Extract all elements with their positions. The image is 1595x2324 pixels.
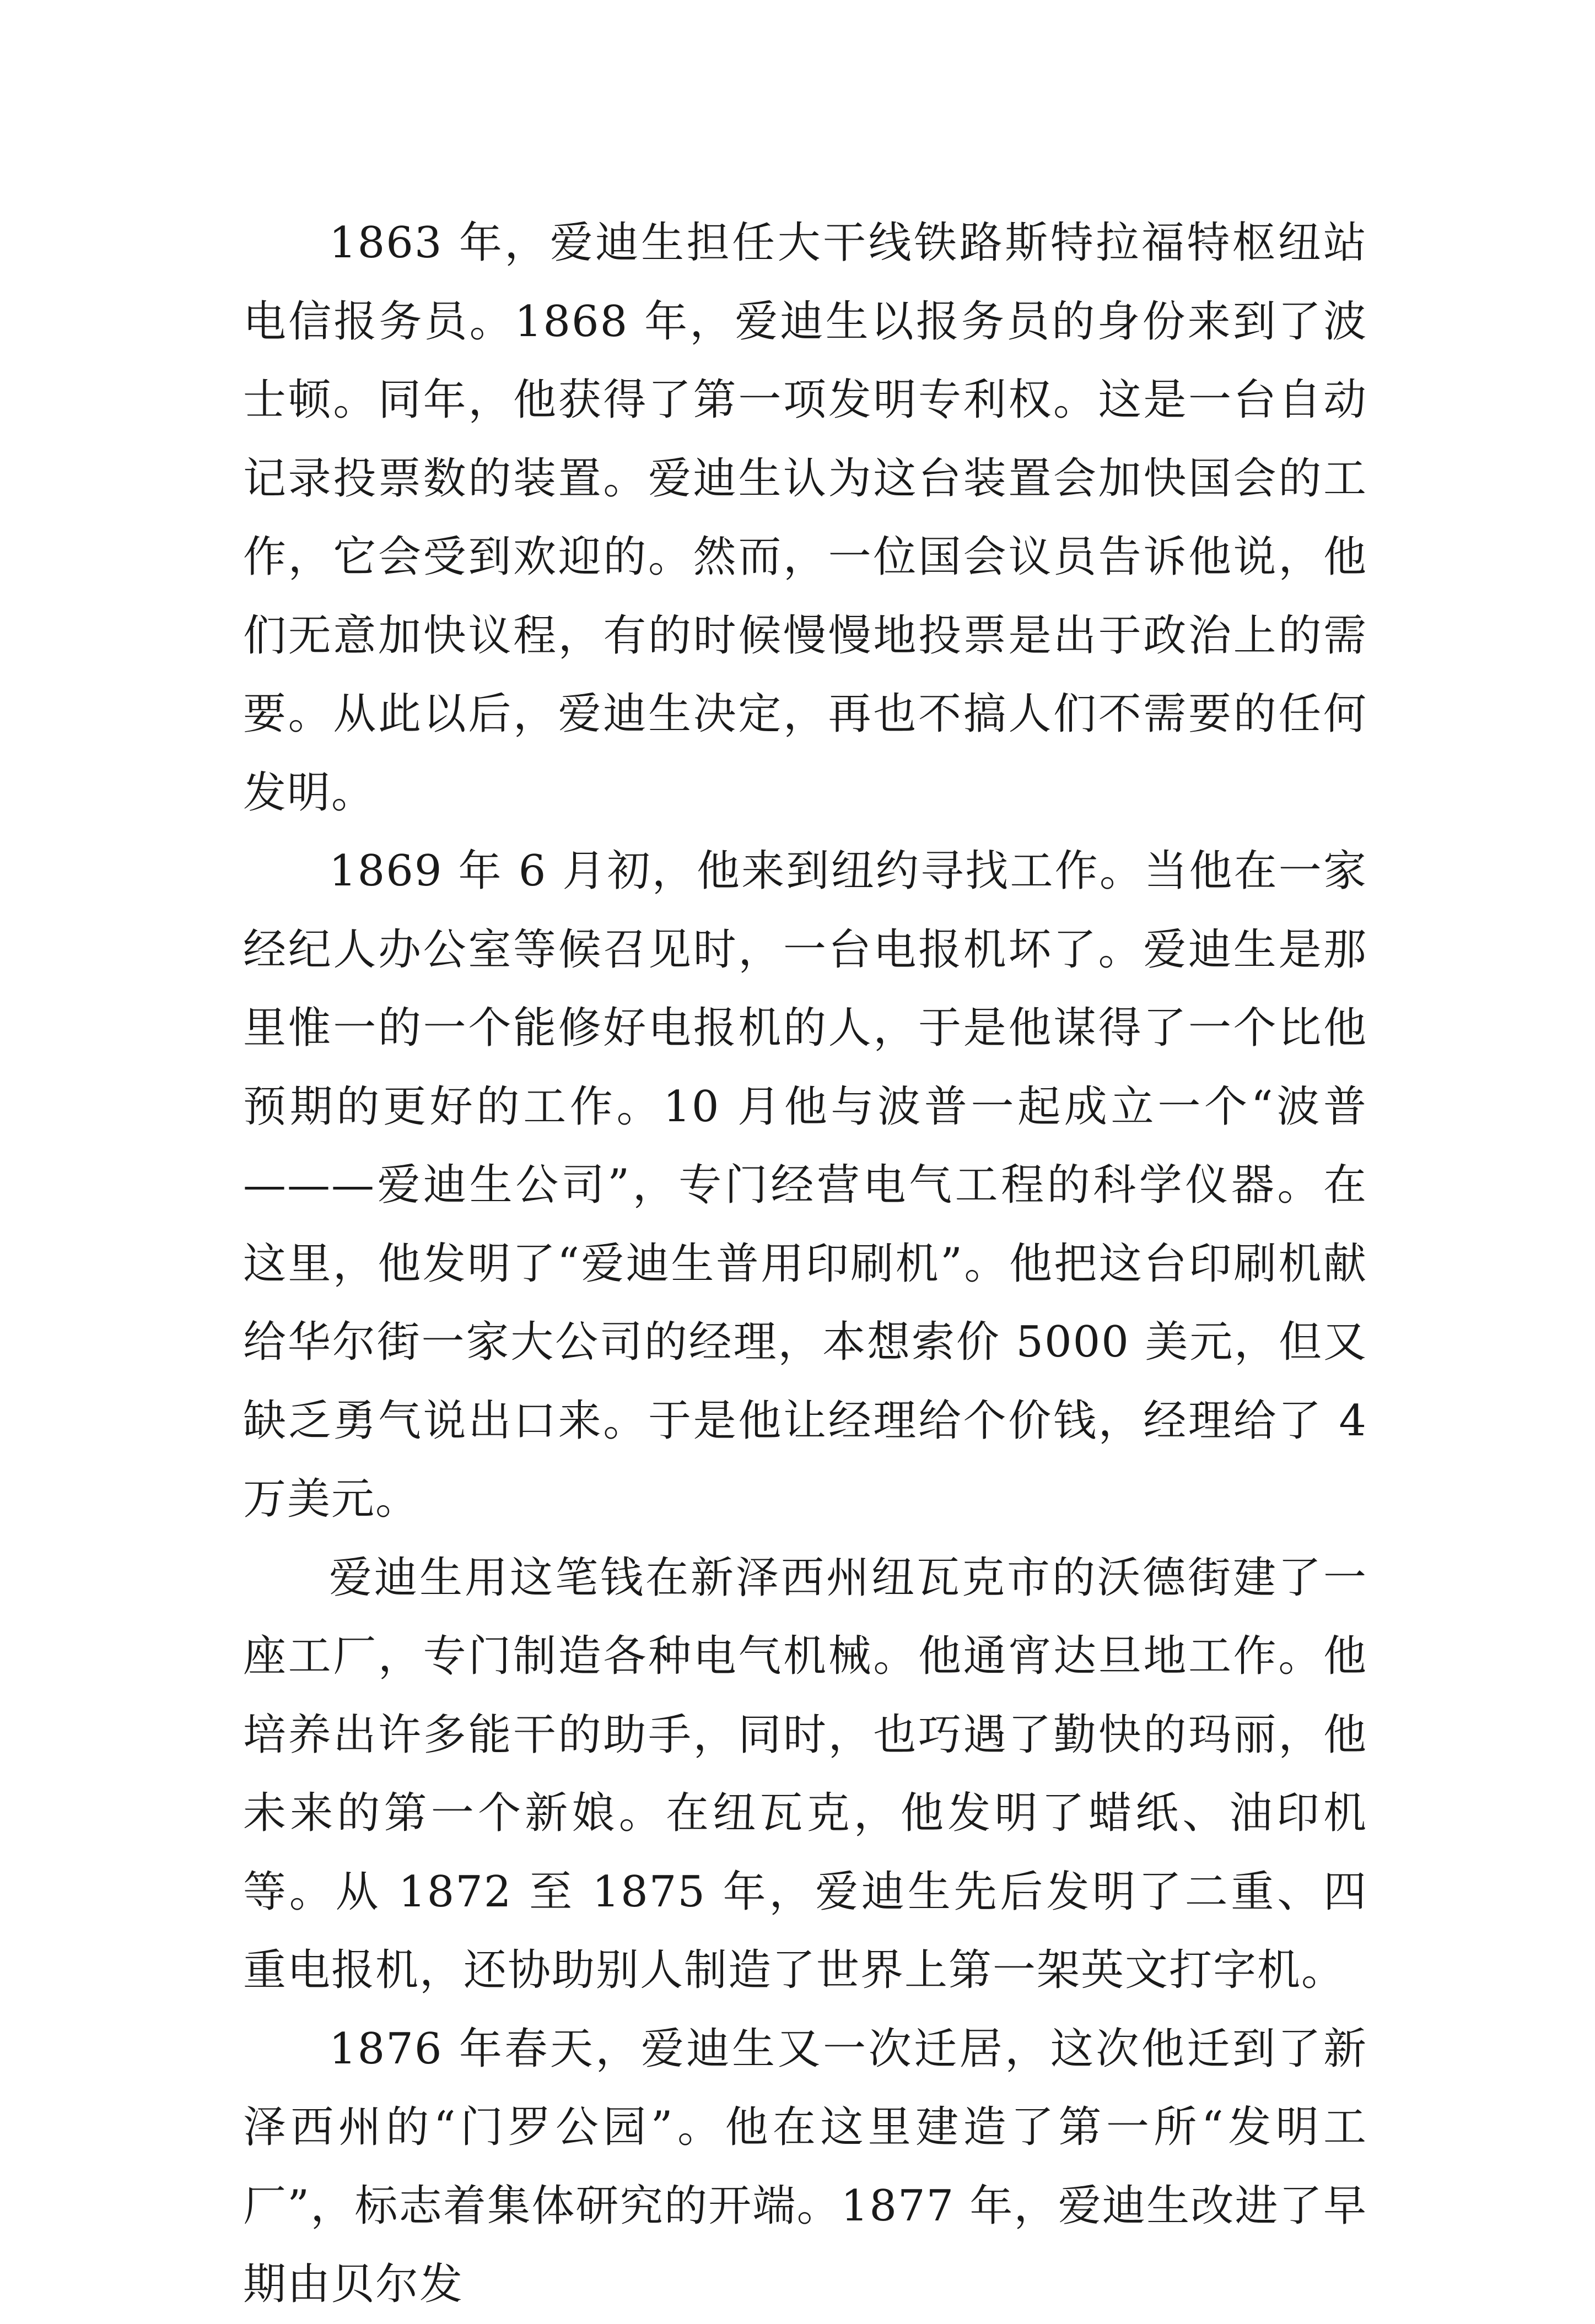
paragraph-1: 1863 年，爱迪生担任大干线铁路斯特拉福特枢纽站电信报务员。1868 年，爱迪生以报务员的身份来到了波士顿。同年，他获得了第一项发明专利权。这是一台自动记录投票数的装置。爱迪生认为这台装置会加快国会的工作，它会受到欢迎的。然而，一位国会议员告诉他说，他们无意加快议程，有的时候慢慢地投票是出于政治上的需要。从此以后，爱迪生决定，再也不搞人们不需要的任何发明。 [243,218,1367,818]
document-body [243,204,1382,2324]
paragraph-3: 爱迪生用这笔钱在新泽西州纽瓦克市的沃德街建了一座工厂，专门制造各种电气机械。他通宵达旦地工作。他培养出许多能干的助手，同时，也巧遇了勤快的玛丽，他未来的第一个新娘。在纽瓦克，他发明了蜡纸、油印机等。从 1872 至 1875 年，爱迪生先后发明了二重、四重电报机，还协助别人制造了世界上第一架英文打字机。 [243,1553,1367,1995]
paragraph-2: 1869 年 6 月初，他来到纽约寻找工作。当他在一家经纪人办公室等候召见时，一台电报机坏了。爱迪生是那里惟一的一个能修好电报机的人，于是他谋得了一个比他预期的更好的工作。10 月他与波普一起成立一个“波普———爱迪生公司”，专门经营电气工程的科学仪器。在这里，他发明了“爱迪生普用印刷机”。他把这台印刷机献给华尔街一家大公司的经理，本想索价 5000 美元，但又缺乏勇气说出口来。于是他让经理给个价钱，经理给了 4 万美元。 [243,846,1382,1524]
paragraph-4: 1876 年春天，爱迪生又一次迁居，这次他迁到了新泽西州的“门罗公园”。他在这里建造了第一所“发明工厂”，标志着集体研究的开端。1877 年，爱迪生改进了早期由贝尔发 [243,2024,1367,2309]
